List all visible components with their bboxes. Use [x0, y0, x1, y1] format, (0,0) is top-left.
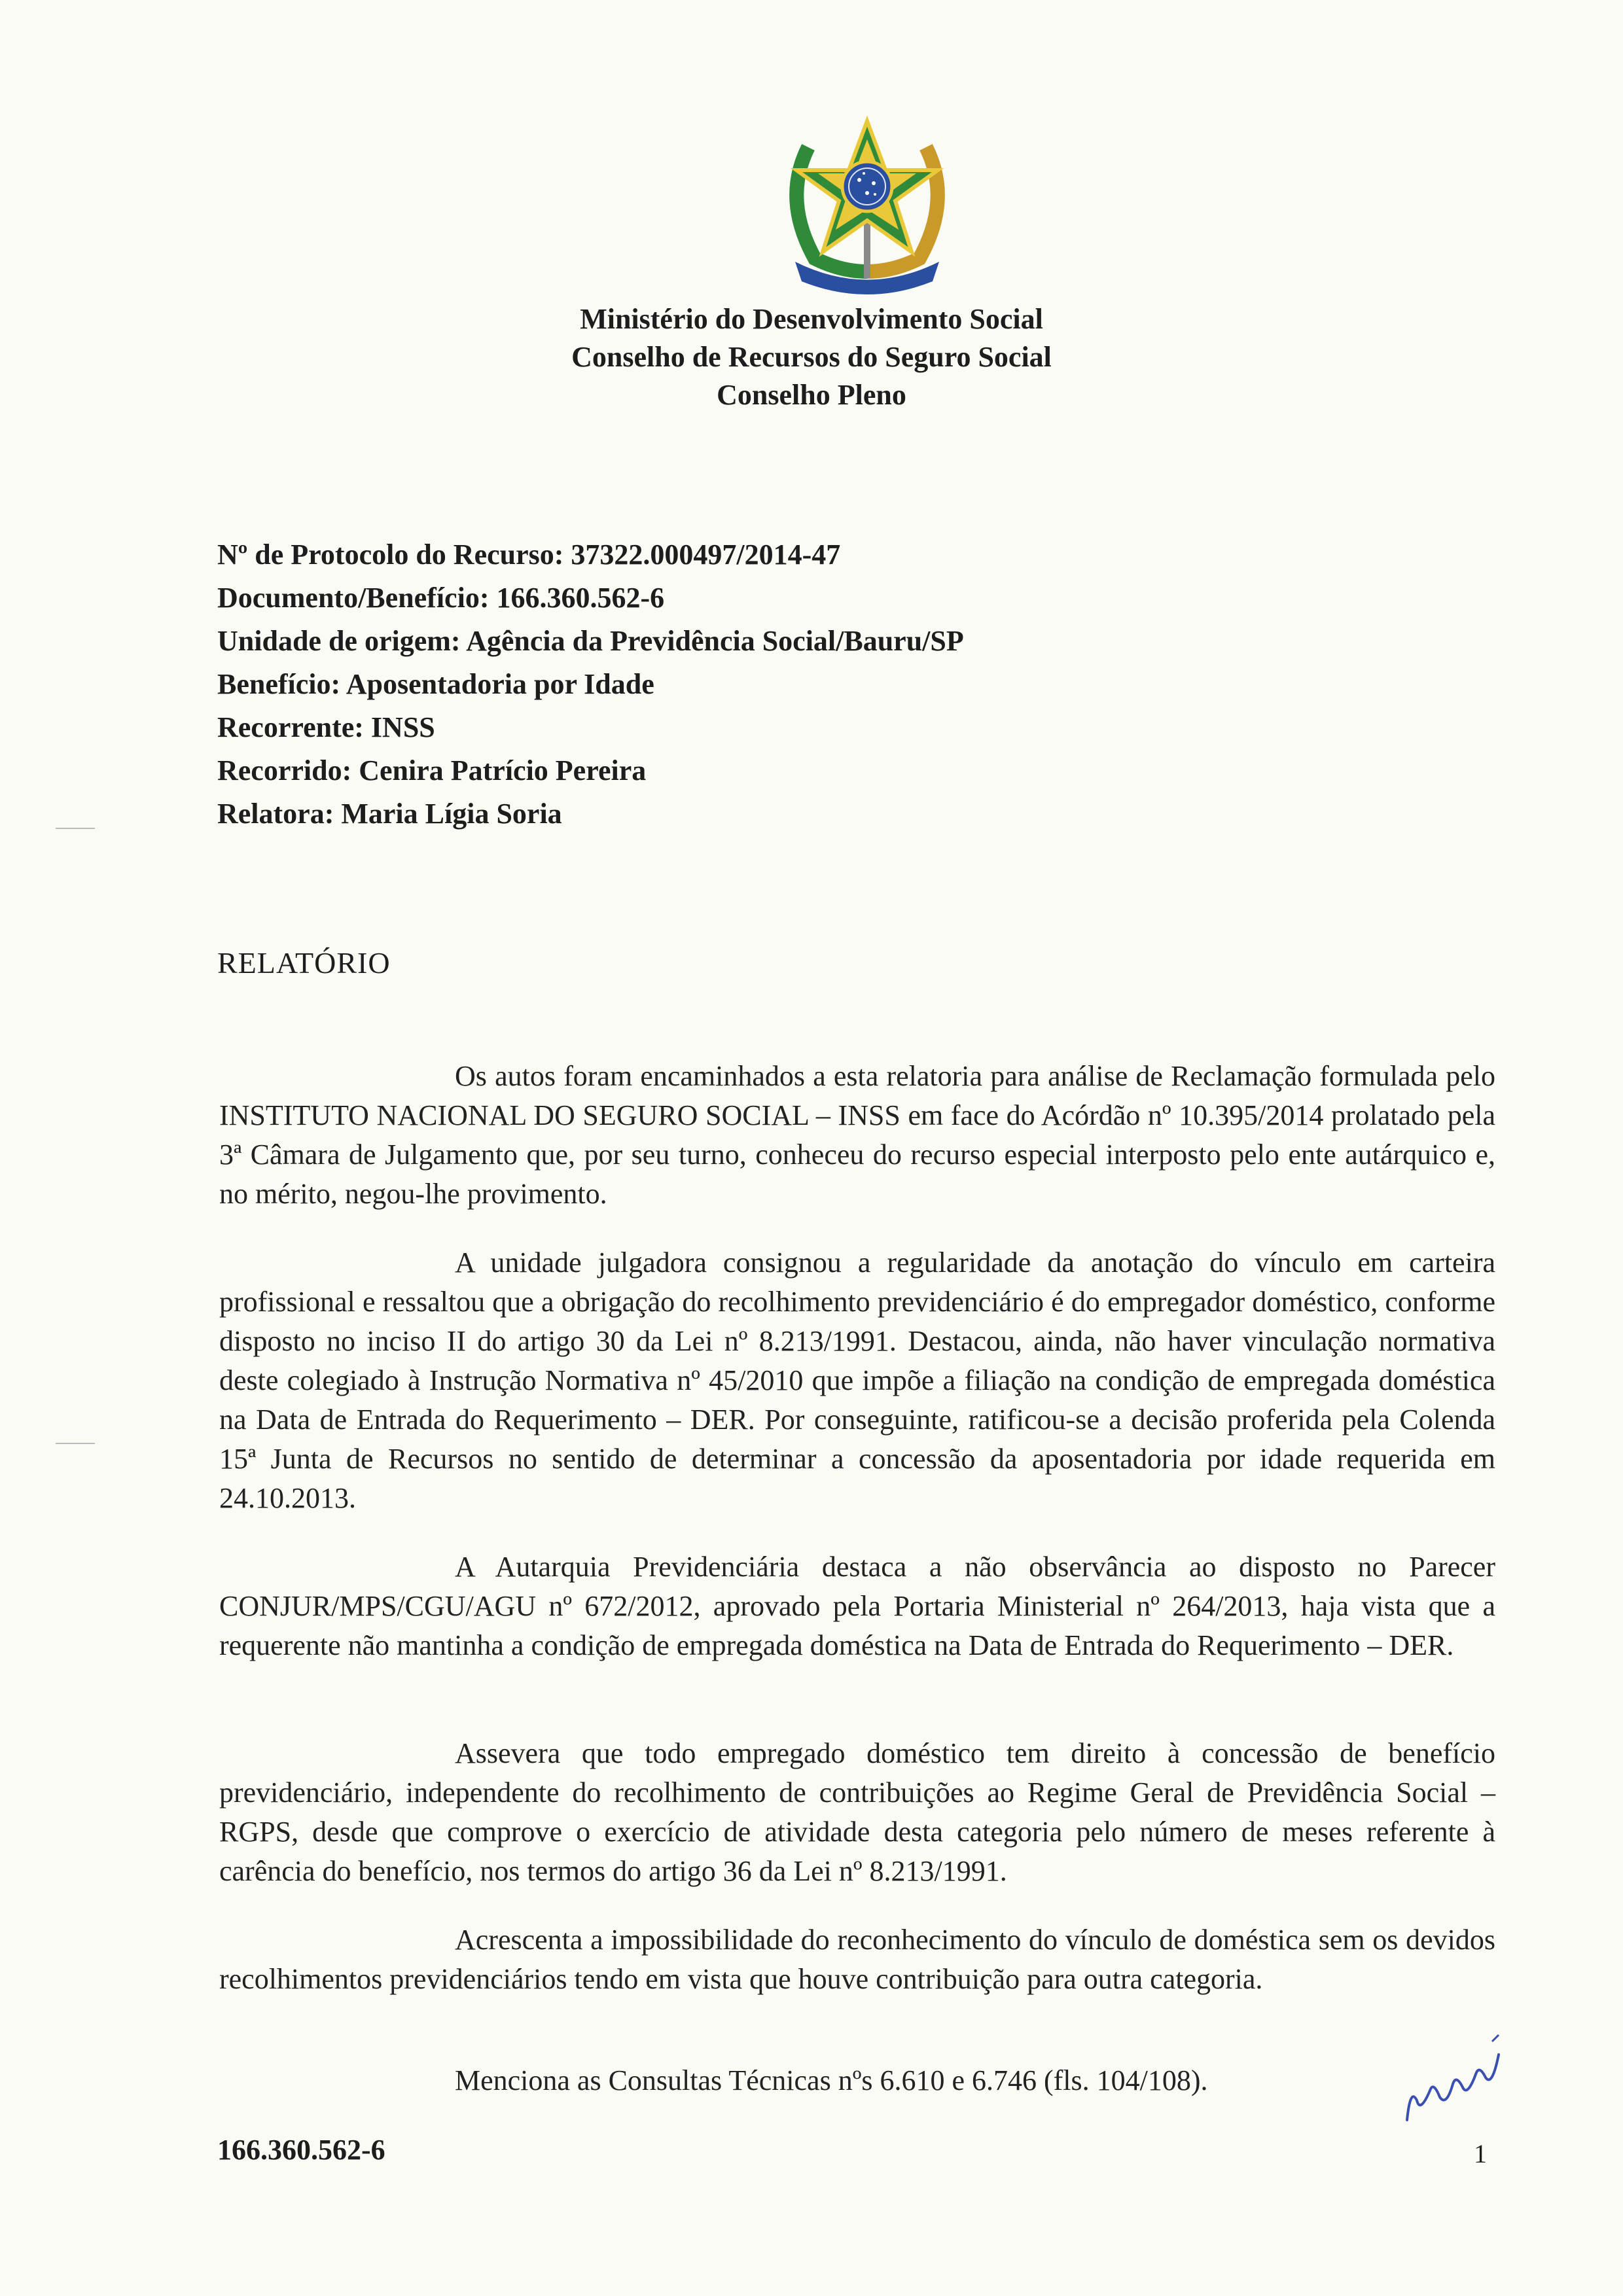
- header-council: Conselho de Recursos do Seguro Social: [571, 341, 1052, 373]
- scan-mark: [56, 1443, 95, 1444]
- national-emblem: [769, 108, 965, 298]
- protocol-number: Nº de Protocolo do Recurso: 37322.000497/2014-47: [217, 539, 841, 571]
- rapporteur: Relatora: Maria Lígia Soria: [217, 798, 562, 830]
- paragraph-4: Assevera que todo empregado doméstico tem direito à concessão de benefício previdenciário, independente do recolhimento de contribuições ao Regime Geral de Previdência Social – RGPS, desde que comprove o exercício de atividade desta categoria pelo número de meses referente à carência do benefício, nos termos do artigo 36 da Lei nº 8.213/1991.: [219, 1737, 1495, 1887]
- paragraph-3: A Autarquia Previdenciária destaca a não observância ao disposto no Parecer CONJUR/MPS/CGU/AGU nº 672/2012, aprovado pela Portaria Ministerial nº 264/2013, haja vista que a requerente não mantinha a condição de empregada doméstica na Data de Entrada do Requerimento – DER.: [219, 1551, 1495, 1661]
- paragraph-5: Acrescenta a impossibilidade do reconhecimento do vínculo de doméstica sem os devidos recolhimentos previdenciários tendo em vista que houve contribuição para outra categoria.: [219, 1924, 1495, 1995]
- footer-document-number: 166.360.562-6: [217, 2134, 385, 2166]
- benefit-type: Benefício: Aposentadoria por Idade: [217, 668, 654, 700]
- case-metadata: [217, 533, 964, 836]
- handwritten-initials: [1394, 2028, 1512, 2133]
- paragraph-2: A unidade julgadora consignou a regularidade da anotação do vínculo em carteira profissional e ressaltou que a obrigação do recolhimento previdenciário é do empregador doméstico, conforme disposto no inciso II do artigo 30 da Lei nº 8.213/1991. Destacou, ainda, não haver vinculação normativa deste colegiado à Instrução Normativa nº 45/2010 que impõe a filiação na condição de empregada doméstica na Data de Entrada do Requerimento – DER. Por conseguinte, ratificou-se a decisão proferida pela Colenda 15ª Junta de Recursos no sentido de determinar a concessão da aposentadoria por idade requerida em 24.10.2013.: [219, 1246, 1495, 1514]
- scan-mark: [56, 828, 95, 829]
- appellee: Recorrido: Cenira Patrício Pereira: [217, 754, 647, 786]
- document-benefit: Documento/Benefício: 166.360.562-6: [217, 582, 665, 614]
- section-title: RELATÓRIO: [217, 946, 391, 980]
- paragraph-6: Menciona as Consultas Técnicas nºs 6.610 e 6.746 (fls. 104/108).: [455, 2064, 1208, 2096]
- appellant: Recorrente: INSS: [217, 711, 435, 743]
- page-number: 1: [1474, 2139, 1487, 2168]
- header-ministry: Ministério do Desenvolvimento Social: [580, 303, 1043, 335]
- header-plenary: Conselho Pleno: [717, 379, 906, 411]
- origin-unit: Unidade de origem: Agência da Previdência Social/Bauru/SP: [217, 625, 964, 657]
- paragraph-1: Os autos foram encaminhados a esta relatoria para análise de Reclamação formulada pelo INSTITUTO NACIONAL DO SEGURO SOCIAL – INSS em face do Acórdão nº 10.395/2014 prolatado pela 3ª Câmara de Julgamento que, por seu turno, conheceu do recurso especial interposto pelo ente autárquico e, no mérito, negou-lhe provimento.: [219, 1060, 1495, 1210]
